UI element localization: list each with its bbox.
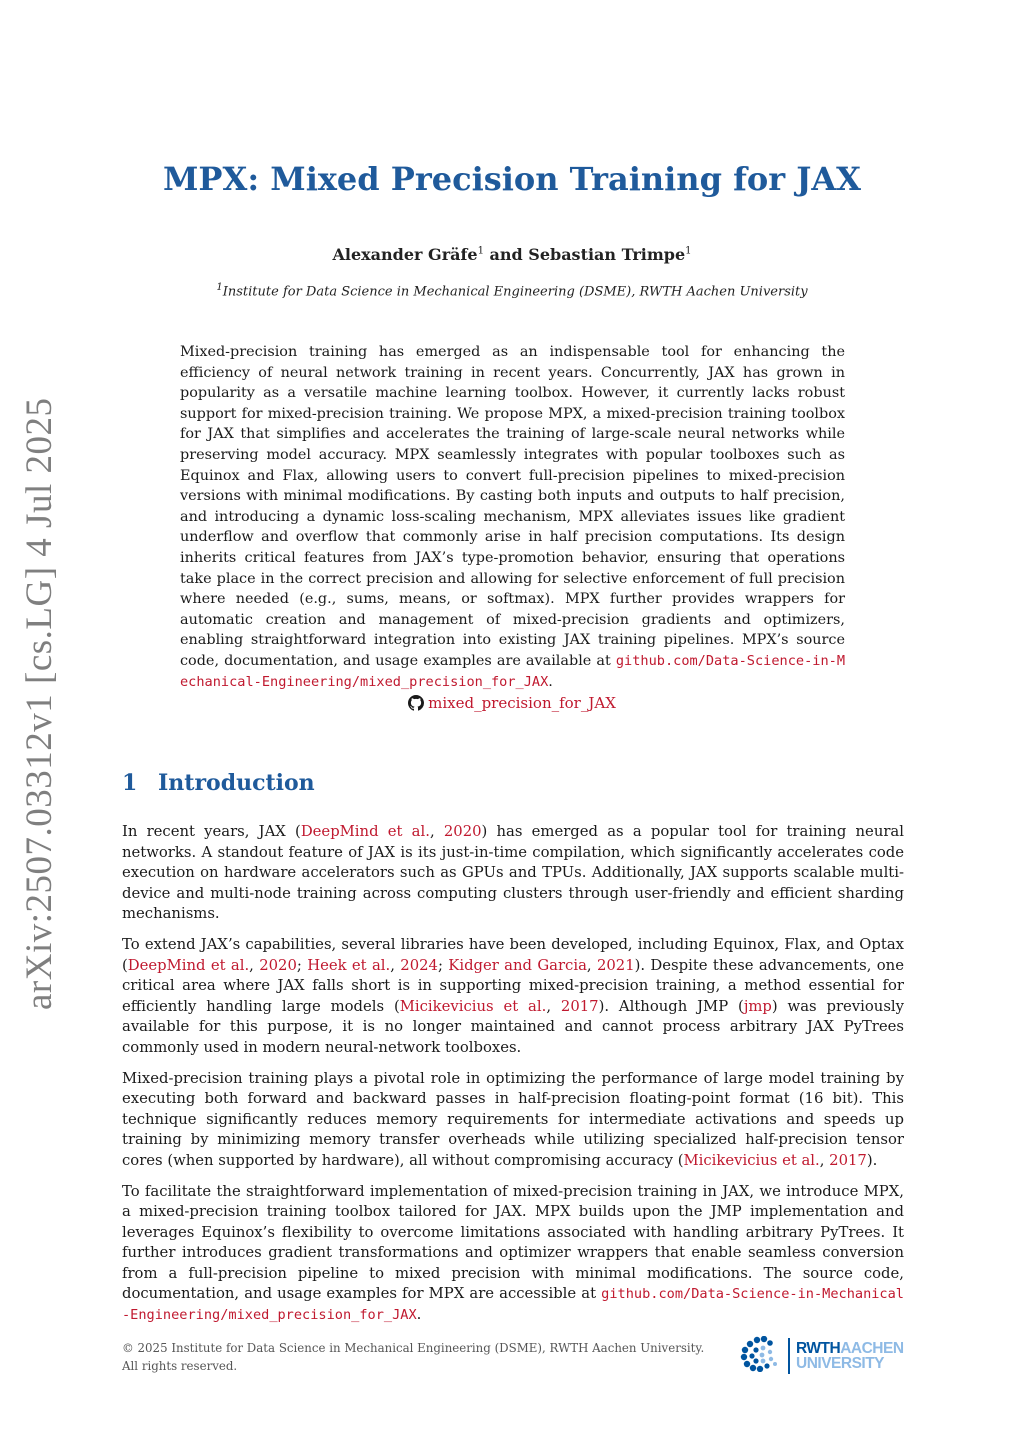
abstract-end: .: [548, 673, 553, 690]
author-affil-mark: 1: [685, 245, 692, 257]
section-number: 1: [122, 770, 138, 796]
affil-mark: 1: [216, 282, 223, 293]
copyright-footer: [122, 1339, 704, 1375]
text-run: ,: [546, 997, 561, 1015]
authors-and: and: [483, 245, 529, 264]
paragraph: [122, 935, 904, 1059]
paper-title: MPX: Mixed Precision Training for JAX: [163, 160, 861, 198]
rwth-logo: [740, 1336, 904, 1376]
rights-line: All rights reserved.: [122, 1359, 238, 1373]
logo-rwth: RWTH: [796, 1340, 841, 1357]
citation-link[interactable]: DeepMind et al.: [300, 823, 430, 840]
abstract-repo-url[interactable]: github.com/Data-Science-in-Mechanical-Engineering/mixed_precision_for_JAX: [180, 652, 845, 690]
logo-aachen: AACHEN: [840, 1340, 904, 1357]
abstract-text: Mixed-precision training has emerged as an indispensable tool for enhancing the efficiency of neural network training in recent years. Concurrently, JAX has grown in popularity as a versatile machine learning toolbox. However, it currently lacks robust support for mixed-precision training. We propose MPX, a mixed-precision training toolbox for JAX that simplifies and accelerates the training of large-scale neural networks while preserving model accuracy. MPX seamlessly integrates with popular toolboxes such as Equinox and Flax, allowing users to convert full-precision pipelines to mixed-precision versions with minimal modifications. By casting both inputs and outputs to half precision, and introducing a dynamic loss-scaling mechanism, MPX alleviates issues like gradient underflow and overflow that commonly arise in half precision computations. Its design inherits critical features from JAX’s type-promotion behavior, ensuring that operations take place in the correct precision and allowing for selective enforcement of full precision where needed (e.g., sums, means, or softmax). MPX further provides wrappers for automatic creation and management of mixed-precision gradients and optimizers, enabling straightforward integration into existing JAX training pipelines. MPX’s source code, documentation, and usage examples are available at: [180, 344, 845, 669]
citation-year-link[interactable]: 2017: [560, 997, 599, 1015]
text-run: ).: [866, 1151, 878, 1169]
paragraph: [122, 822, 904, 925]
text-run: ,: [429, 823, 444, 840]
rwth-dots-logo: [740, 1336, 780, 1376]
repo-link[interactable]: mixed_precision_for_JAX: [428, 694, 616, 712]
text-run: ,: [390, 956, 401, 974]
paragraph: [122, 1069, 904, 1172]
citation-link[interactable]: Kidger and Garcia: [448, 956, 587, 974]
copyright-line: © 2025 Institute for Data Science in Mechanical Engineering (DSME), RWTH Aachen University.: [122, 1341, 705, 1355]
citation-link[interactable]: jmp: [743, 997, 772, 1015]
citation-link[interactable]: Micikevicius et al.: [683, 1151, 820, 1169]
citation-year-link[interactable]: 2021: [596, 956, 635, 974]
rwth-wordmark: [796, 1341, 904, 1371]
citation-year-link[interactable]: 2017: [829, 1151, 867, 1169]
citation-year-link[interactable]: 2024: [400, 956, 438, 974]
text-run: In recent years, JAX (: [122, 823, 301, 840]
abstract: [180, 342, 845, 692]
text-run: ;: [296, 956, 308, 974]
text-run: ,: [249, 956, 260, 974]
author-affil-mark: 1: [477, 245, 484, 257]
section-title: Introduction: [158, 770, 315, 796]
text-run: ). Despite these advancements, one critical area where JAX falls short is in supporting mixed-precision training, a method essential for efficiently handling large models (: [122, 956, 904, 1015]
author-name: Sebastian Trimpe: [528, 245, 686, 264]
text-run: ;: [437, 956, 449, 974]
authors: [0, 245, 1024, 264]
text-run: ,: [586, 956, 597, 974]
section-heading: [122, 770, 315, 796]
paragraph: [122, 1182, 904, 1326]
github-icon: [408, 695, 424, 715]
text-run: ) has emerged as a popular tool for training neural networks. A standout feature of JAX is its just-in-time compilation, which significantly accelerates code execution on hardware accelerators such as GPUs and TPUs. Additionally, JAX supports scalable multi-device and multi-node training across computing clusters through user-friendly and efficient sharding mechanisms.: [122, 823, 904, 923]
repo-link-row[interactable]: [0, 694, 1024, 715]
text-run: ). Although JMP (: [598, 997, 744, 1015]
text-run: ) was previously available for this purpose, it is no longer maintained and cannot process arbitrary JAX PyTrees commonly used in modern neural-network toolboxes.: [122, 997, 905, 1056]
logo-divider: [788, 1338, 790, 1374]
intro-body: [122, 822, 904, 1336]
affil-text: Institute for Data Science in Mechanical Engineering (DSME), RWTH Aachen University: [222, 284, 808, 300]
arxiv-stamp: arXiv:2507.03312v1 [cs.LG] 4 Jul 2025: [19, 397, 60, 1010]
citation-link[interactable]: Heek et al.: [307, 956, 391, 974]
citation-year-link[interactable]: 2020: [443, 823, 482, 840]
text-run: Mixed-precision training plays a pivotal role in optimizing the performance of large model training by executing both forward and backward passes in half-precision floating-point format (16 bit). This technique significantly reduces memory requirements for intermediate activations and speeds up training by minimizing memory transfer overheads while utilizing specialized half-precision tensor cores (when supported by hardware), all without compromising accuracy (: [122, 1069, 904, 1169]
citation-link[interactable]: DeepMind et al.: [127, 956, 250, 974]
affiliation: [0, 282, 1024, 299]
text-run: To extend JAX’s capabilities, several libraries have been developed, including Equinox, Flax, and Optax (: [122, 935, 904, 974]
author-name: Alexander Gräfe: [332, 245, 478, 264]
text-run: .: [416, 1306, 422, 1324]
logo-university: UNIVERSITY: [796, 1355, 885, 1372]
citation-link[interactable]: Micikevicius et al.: [399, 997, 547, 1015]
citation-year-link[interactable]: 2020: [259, 956, 297, 974]
text-run: ,: [819, 1151, 830, 1169]
text-run: To facilitate the straightforward implementation of mixed-precision training in JAX, we introduce MPX, a mixed-precision training toolbox tailored for JAX. MPX builds upon the JMP implementation and leverages Equinox’s flexibility to overcome limitations associated with handling arbitrary PyTrees. It further introduces gradient transformations and optimizer wrappers that enable seamless conversion from a full-precision pipeline to mixed precision with minimal modifications. The source code, documentation, and usage examples for MPX are accessible at: [122, 1182, 904, 1303]
repo-url-link[interactable]: github.com/Data-Science-in-Mechanical-Engineering/mixed_precision_for_JAX: [122, 1286, 904, 1324]
